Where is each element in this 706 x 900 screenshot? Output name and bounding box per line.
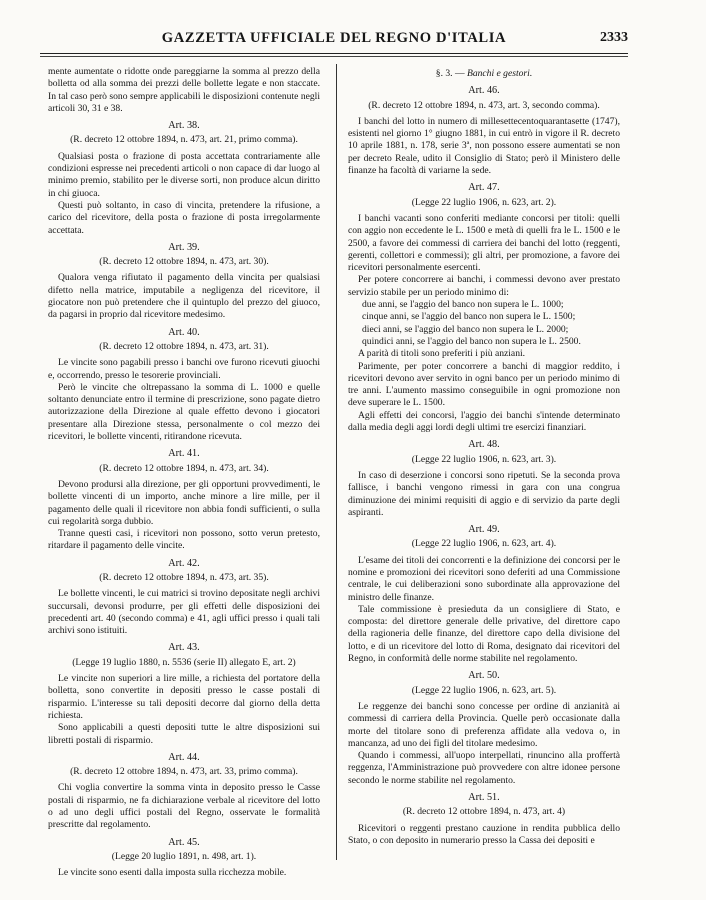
paragraph: Le vincite sono esenti dalla imposta sulla ricchezza mobile.	[58, 867, 287, 879]
header-rule	[40, 53, 628, 54]
article-heading: Art. 44.	[168, 751, 200, 763]
article-reference: (R. decreto 12 ottobre 1894, n. 473, art. 33, primo comma).	[70, 766, 298, 778]
article-reference: (Legge 22 luglio 1906, n. 623, art. 3).	[411, 453, 557, 465]
paragraph: Tale commissione è presieduta da un consigliere di Stato, e composta: del direttore generale delle privative, del direttore capo della ragioneria delle finanze, del direttore capo della divisione del lotto, e di un ricevitore del lotto di Roma, designato dai ricevitori del Regno, in conformità delle norme stabilite nel regolamento.	[348, 603, 620, 665]
article-heading: Art. 40.	[168, 326, 200, 338]
paragraph: Per potere concorrere ai banchi, i commessi devono aver prestato servizio stabile per un periodo minimo di:	[348, 274, 620, 298]
article-reference: (R. decreto 12 ottobre 1894, n. 473, art. 3, secondo comma).	[368, 99, 600, 111]
paragraph: Devono prodursi alla direzione, per gli opportuni provvedimenti, le bollette vincenti di un importo, anche minore a lire mille, per il pagamento delle quali il ricevitore non abbia fondi sufficienti, o sulla cui regolarità sorga dubbio.	[48, 478, 320, 527]
section-number: §. 3. —	[435, 68, 465, 79]
article-reference: (R. decreto 12 ottobre 1894, n. 473, art. 30).	[99, 256, 269, 268]
article-heading: Art. 47.	[468, 182, 500, 194]
article-reference: (R. decreto 12 ottobre 1894, n. 473, art. 31).	[99, 340, 269, 352]
list-item: quindici anni, se l'aggio del banco non supera le L. 2500.	[362, 335, 581, 347]
paragraph: I banchi vacanti sono conferiti mediante concorsi per titoli: quelli con aggio non eccedente le L. 1500 e metà di quelli fra le L. 1500 e le 2500, a favore dei commessi di carriera dei banchi del lotto (reggenti, gerenti, collettori e commessi); gli altri, per promozione, a favore dei ricevitori personalmente esercenti.	[348, 212, 620, 274]
article-reference: (Legge 22 luglio 1906, n. 623, art. 2).	[411, 196, 557, 208]
article-heading: Art. 46.	[468, 85, 500, 97]
article-reference: (R. decreto 12 ottobre 1894, n. 473, art. 21, primo comma).	[70, 134, 298, 146]
article-heading: Art. 43.	[168, 642, 200, 654]
list-item: cinque anni, se l'aggio del banco non supera le L. 1500;	[362, 311, 576, 323]
paragraph: Questi può soltanto, in caso di vincita, pretendere la rifusione, a carico del ricevitore, della posta o frazione di posta irregolarmente accettata.	[48, 199, 320, 236]
article-reference: (R. decreto 12 ottobre 1894, n. 473, art. 34).	[99, 462, 269, 474]
section-title: Banchi e gestori.	[466, 68, 533, 79]
article-heading: Art. 41.	[168, 448, 200, 460]
paragraph: Qualsiasi posta o frazione di posta accettata contrariamente alle condizioni espresse nei precedenti articoli o non capace di dar luogo al minimo premio, stabilito per le diverse sorti, non produce alcun diritto in chi giuoca.	[48, 150, 320, 199]
gazette-title: GAZZETTA UFFICIALE DEL REGNO D'ITALIA	[161, 30, 507, 46]
left-column	[48, 66, 320, 880]
paragraph: I banchi del lotto in numero di millesettecentoquarantasette (1747), esistenti nel giorno 1° giugno 1881, in cui entrò in vigore il R. decreto 10 aprile 1881, n. 178, serie 3ª, non possono essere aumentati se non per decreto Reale, udito il Consiglio di Stato; però il Ministero delle finanze ha facoltà di variarne la sede.	[348, 115, 620, 177]
article-heading: Art. 42.	[168, 557, 200, 569]
header-rule-thin	[40, 56, 628, 57]
article-reference: (Legge 19 luglio 1880, n. 5536 (serie II) allegato E, art. 2)	[72, 656, 296, 668]
paragraph: Tranne questi casi, i ricevitori non possono, sotto verun pretesto, ritardare il pagamento delle vincite.	[48, 528, 320, 552]
article-heading: Art. 48.	[468, 439, 500, 451]
paragraph: In caso di deserzione i concorsi sono ripetuti. Se la seconda prova fallisce, i banchi vengono rimessi in gara con una congrua diminuzione dei minimi requisiti di aggio e di servizio da parte degli aspiranti.	[348, 469, 620, 518]
list-item: due anni, se l'aggio del banco non supera le L. 1000;	[362, 299, 564, 311]
paragraph: A parità di titoli sono preferiti i più anziani.	[358, 348, 526, 360]
page-header	[40, 26, 628, 58]
article-reference: (Legge 20 luglio 1891, n. 498, art. 1).	[111, 850, 257, 862]
paragraph: mente aumentate o ridotte onde pareggiarne la somma al prezzo della bolletta od alla somma dei prezzi delle bollette legate e non staccate. In tal caso però sono sempre applicabili le disposizioni contenute negli articoli 30, 31 e 38.	[48, 66, 320, 114]
list-item: dieci anni, se l'aggio del banco non supera le L. 2000;	[362, 323, 569, 335]
section-heading	[348, 68, 620, 80]
paragraph: L'esame dei titoli dei concorrenti e la definizione dei concorsi per le nomine e promozioni dei ricevitori sono deferiti ad una Commissione centrale, le cui deliberazioni sono subordinate alla approvazione del ministro delle finanze.	[348, 554, 620, 603]
article-heading: Art. 45.	[168, 836, 200, 848]
paragraph: Le vincite sono pagabili presso i banchi ove furono ricevuti giuochi e, occorrendo, presso le tesorerie provinciali.	[48, 357, 320, 381]
right-column	[348, 66, 620, 847]
column-divider	[336, 64, 337, 860]
page-number: 2333	[600, 30, 628, 45]
paragraph: Le bollette vincenti, le cui matrici si trovino depositate negli archivi succursali, devonsi produrre, per gli effetti delle disposizioni dei precedenti art. 40 (secondo comma) e 41, agli uffici presso i quali tali archivi sono istituiti.	[48, 588, 320, 637]
article-heading: Art. 49.	[468, 524, 500, 536]
article-reference: (Legge 22 luglio 1906, n. 623, art. 5).	[411, 684, 557, 696]
paragraph: Qualora venga rifiutato il pagamento della vincita per qualsiasi difetto nella matrice, imputabile a negligenza del ricevitore, il giocatore non può pretendere che il quintuplo del prezzo del giuoco, da pagarsi in proprio dal ricevitore medesimo.	[48, 272, 320, 321]
paragraph: Le reggenze dei banchi sono concesse per ordine di anzianità ai commessi di carriera della Provincia. Quelle però occasionate dalla morte del titolare sono di preferenza affidate alla vedova o, in mancanza, ad uno dei figli del titolare medesimo.	[348, 700, 620, 749]
paragraph: Ricevitori o reggenti prestano cauzione in rendita pubblica dello Stato, o con deposito in numerario presso la Cassa dei depositi e	[348, 822, 620, 846]
article-heading: Art. 51.	[468, 792, 500, 804]
article-heading: Art. 39.	[168, 241, 200, 253]
article-heading: Art. 50.	[468, 670, 500, 682]
paragraph: Chi voglia convertire la somma vinta in deposito presso le Casse postali di risparmio, ne fa dichiarazione verbale al ricevitore del lotto o ad uno degli uffici postali del Regno, osservate le formalità prescritte dal regolamento.	[48, 782, 320, 831]
article-reference: (R. decreto 12 ottobre 1894, n. 473, art. 4)	[402, 806, 566, 818]
article-reference: (R. decreto 12 ottobre 1894, n. 473, art. 35).	[99, 571, 269, 583]
paragraph: Agli effetti dei concorsi, l'aggio dei banchi s'intende determinato dalla media degli aggi lordi degli ultimi tre esercizi finanziari.	[348, 409, 620, 434]
paragraph: Quando i commessi, all'uopo interpellati, rinuncino alla proffertà reggenza, l'Amministrazione può provvedere con altre idonee persone secondo le norme stabilite nel regolamento.	[348, 750, 620, 786]
paragraph: Però le vincite che oltrepassano la somma di L. 1000 e quelle soltanto denunciate entro il termine di prescrizione, sono pagate dietro autorizzazione della Direzione al quale effetto devono i giocatori presentare alla Direzione stessa, personalmente o col mezzo dei ricevitori, le bollette vincenti, ritirandone ricevuta.	[48, 381, 320, 443]
article-heading: Art. 38.	[168, 120, 200, 132]
paragraph: Le vincite non superiori a lire mille, a richiesta del portatore della bolletta, sono convertite in depositi presso le casse postali di risparmio. L'interesse su tali depositi decorre dal giorno della detta richiesta.	[48, 673, 320, 721]
article-reference: (Legge 22 luglio 1906, n. 623, art. 4).	[411, 538, 557, 550]
paragraph: Parimente, per poter concorrere a banchi di maggior reddito, i ricevitori devono aver servito in ogni banco per un periodo minimo di tre anni. L'aumento massimo conseguibile in ogni promozione non deve superare le L. 1500.	[348, 360, 620, 409]
paragraph: Sono applicabili a questi depositi tutte le altre disposizioni sui libretti postali di risparmio.	[48, 722, 320, 746]
